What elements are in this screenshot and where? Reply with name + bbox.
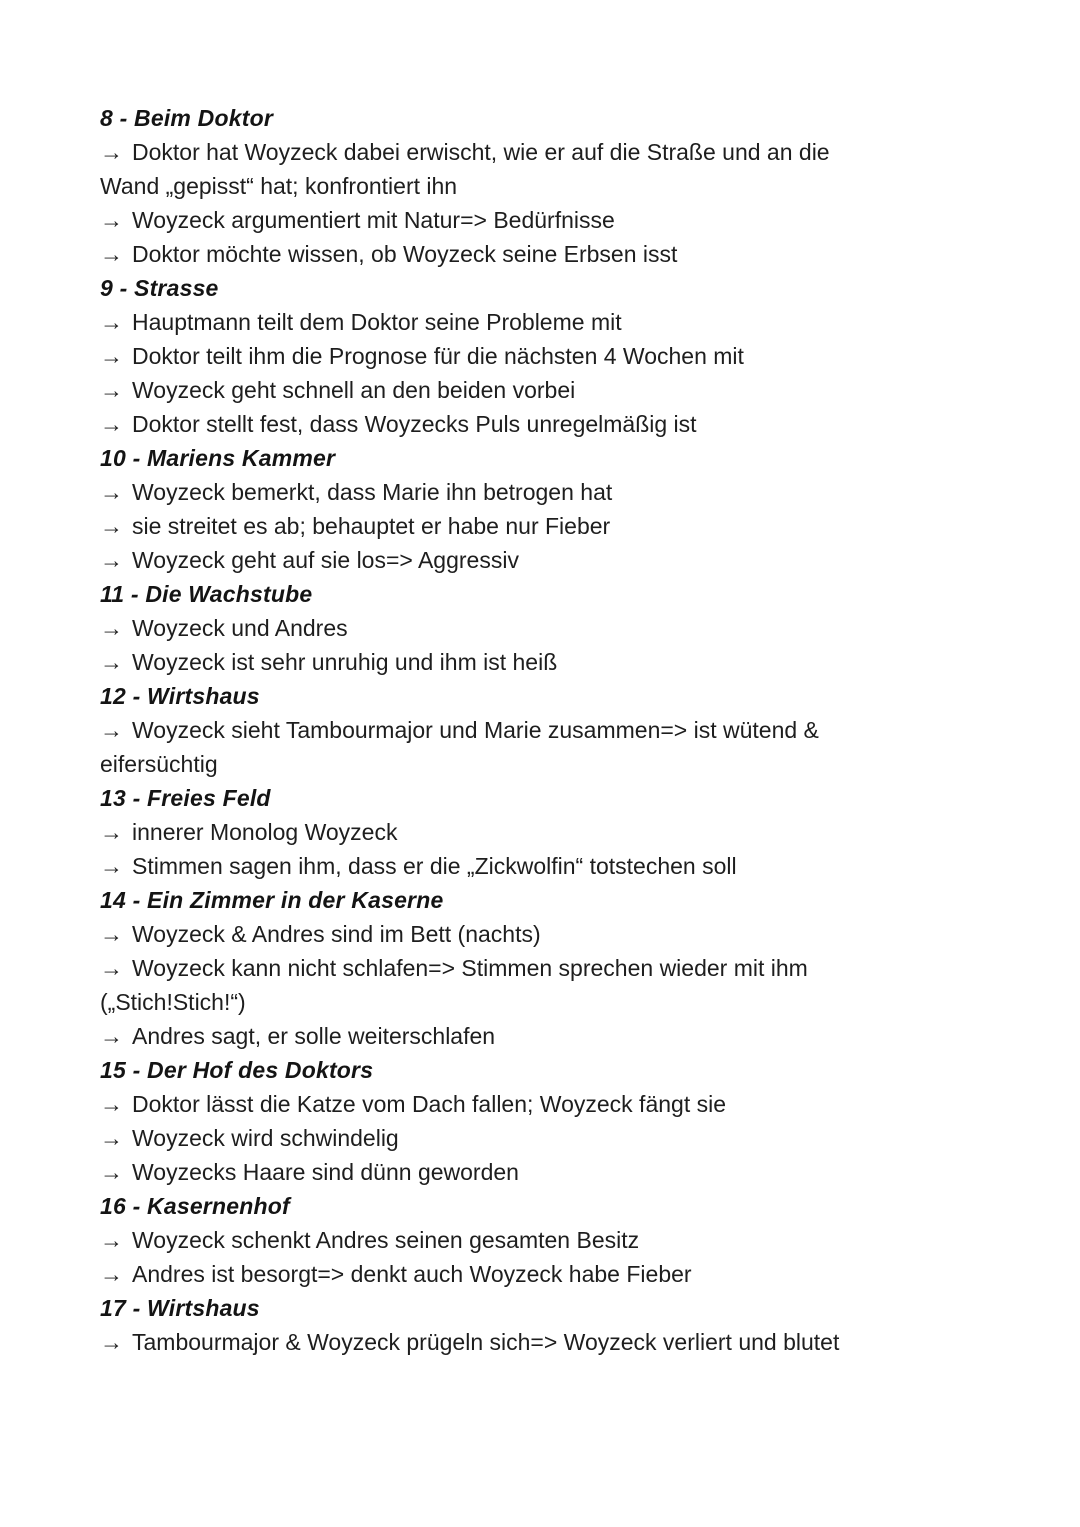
bullet-line: [100, 339, 980, 373]
arrow-icon: →: [100, 207, 123, 233]
bullet-text: Doktor teilt ihm die Prognose für die nächsten 4 Wochen mit: [132, 343, 744, 369]
bullet-line: [100, 951, 980, 985]
arrow-icon: →: [100, 479, 123, 505]
bullet-text: Wand „gepisst“ hat; konfrontiert ihn: [100, 173, 458, 199]
bullet-line: [100, 645, 980, 679]
arrow-icon: →: [100, 717, 123, 743]
section-heading: 14 - Ein Zimmer in der Kaserne: [100, 887, 444, 913]
section-heading: 13 - Freies Feld: [100, 785, 271, 811]
bullet-line: [100, 1121, 980, 1155]
bullet-line: [100, 475, 980, 509]
section-heading: 11 - Die Wachstube: [100, 581, 313, 607]
arrow-icon: →: [100, 1159, 123, 1185]
bullet-text: Woyzeck schenkt Andres seinen gesamten Besitz: [132, 1227, 640, 1253]
bullet-text: eifersüchtig: [100, 751, 218, 777]
bullet-continuation-line: [100, 747, 980, 781]
bullet-text: Tambourmajor & Woyzeck prügeln sich=> Woyzeck verliert und blutet: [132, 1329, 840, 1355]
bullet-text: Woyzecks Haare sind dünn geworden: [132, 1159, 519, 1185]
arrow-icon: →: [100, 615, 123, 641]
section-heading: 8 - Beim Doktor: [100, 105, 273, 131]
arrow-icon: →: [100, 377, 123, 403]
arrow-icon: →: [100, 921, 123, 947]
bullet-text: Doktor hat Woyzeck dabei erwischt, wie er auf die Straße und an die: [132, 139, 830, 165]
bullet-line: [100, 1223, 980, 1257]
section-heading: 17 - Wirtshaus: [100, 1295, 260, 1321]
bullet-text: Woyzeck geht auf sie los=> Aggressiv: [132, 547, 519, 573]
bullet-text: Woyzeck wird schwindelig: [132, 1125, 399, 1151]
bullet-line: [100, 815, 980, 849]
arrow-icon: →: [100, 649, 123, 675]
bullet-text: Doktor möchte wissen, ob Woyzeck seine Erbsen isst: [132, 241, 678, 267]
bullet-text: Woyzeck & Andres sind im Bett (nachts): [132, 921, 541, 947]
bullet-text: Doktor lässt die Katze vom Dach fallen; Woyzeck fängt sie: [132, 1091, 727, 1117]
bullet-line: [100, 373, 980, 407]
arrow-icon: →: [100, 513, 123, 539]
arrow-icon: →: [100, 343, 123, 369]
bullet-text: Woyzeck und Andres: [132, 615, 348, 641]
bullet-line: [100, 305, 980, 339]
arrow-icon: →: [100, 955, 123, 981]
bullet-text: („Stich!Stich!“): [100, 989, 246, 1015]
bullet-line: [100, 917, 980, 951]
bullet-text: sie streitet es ab; behauptet er habe nur Fieber: [132, 513, 611, 539]
arrow-icon: →: [100, 139, 123, 165]
section-heading: 9 - Strasse: [100, 275, 219, 301]
bullet-text: Woyzeck kann nicht schlafen=> Stimmen sprechen wieder mit ihm: [132, 955, 808, 981]
bullet-continuation-line: [100, 985, 980, 1019]
section-heading: 15 - Der Hof des Doktors: [100, 1057, 374, 1083]
bullet-text: Woyzeck argumentiert mit Natur=> Bedürfnisse: [132, 207, 615, 233]
bullet-text: Hauptmann teilt dem Doktor seine Probleme mit: [132, 309, 622, 335]
bullet-line: [100, 849, 980, 883]
bullet-line: [100, 509, 980, 543]
arrow-icon: →: [100, 853, 123, 879]
bullet-line: [100, 543, 980, 577]
bullet-line: [100, 611, 980, 645]
arrow-icon: →: [100, 547, 123, 573]
bullet-line: [100, 237, 980, 271]
arrow-icon: →: [100, 1261, 123, 1287]
bullet-text: Woyzeck geht schnell an den beiden vorbei: [132, 377, 576, 403]
bullet-text: Woyzeck sieht Tambourmajor und Marie zusammen=> ist wütend &: [132, 717, 819, 743]
bullet-text: innerer Monolog Woyzeck: [132, 819, 398, 845]
bullet-text: Doktor stellt fest, dass Woyzecks Puls unregelmäßig ist: [132, 411, 697, 437]
document-content: [100, 101, 980, 1359]
bullet-line: [100, 1087, 980, 1121]
arrow-icon: →: [100, 1125, 123, 1151]
arrow-icon: →: [100, 819, 123, 845]
bullet-line: [100, 1155, 980, 1189]
bullet-line: [100, 203, 980, 237]
bullet-text: Stimmen sagen ihm, dass er die „Zickwolfin“ totstechen soll: [132, 853, 737, 879]
bullet-line: [100, 1257, 980, 1291]
bullet-line: [100, 135, 980, 169]
arrow-icon: →: [100, 411, 123, 437]
bullet-line: [100, 713, 980, 747]
bullet-line: [100, 407, 980, 441]
section-heading: 16 - Kasernenhof: [100, 1193, 290, 1219]
bullet-line: [100, 1019, 980, 1053]
arrow-icon: →: [100, 1023, 123, 1049]
bullet-text: Woyzeck bemerkt, dass Marie ihn betrogen hat: [132, 479, 613, 505]
section-heading: 12 - Wirtshaus: [100, 683, 260, 709]
arrow-icon: →: [100, 1227, 123, 1253]
bullet-text: Andres sagt, er solle weiterschlafen: [132, 1023, 496, 1049]
bullet-text: Andres ist besorgt=> denkt auch Woyzeck habe Fieber: [132, 1261, 692, 1287]
bullet-continuation-line: [100, 169, 980, 203]
bullet-text: Woyzeck ist sehr unruhig und ihm ist heiß: [132, 649, 558, 675]
arrow-icon: →: [100, 1091, 123, 1117]
arrow-icon: →: [100, 1329, 123, 1355]
section-heading: 10 - Mariens Kammer: [100, 445, 336, 471]
bullet-line: [100, 1325, 980, 1359]
arrow-icon: →: [100, 309, 123, 335]
arrow-icon: →: [100, 241, 123, 267]
